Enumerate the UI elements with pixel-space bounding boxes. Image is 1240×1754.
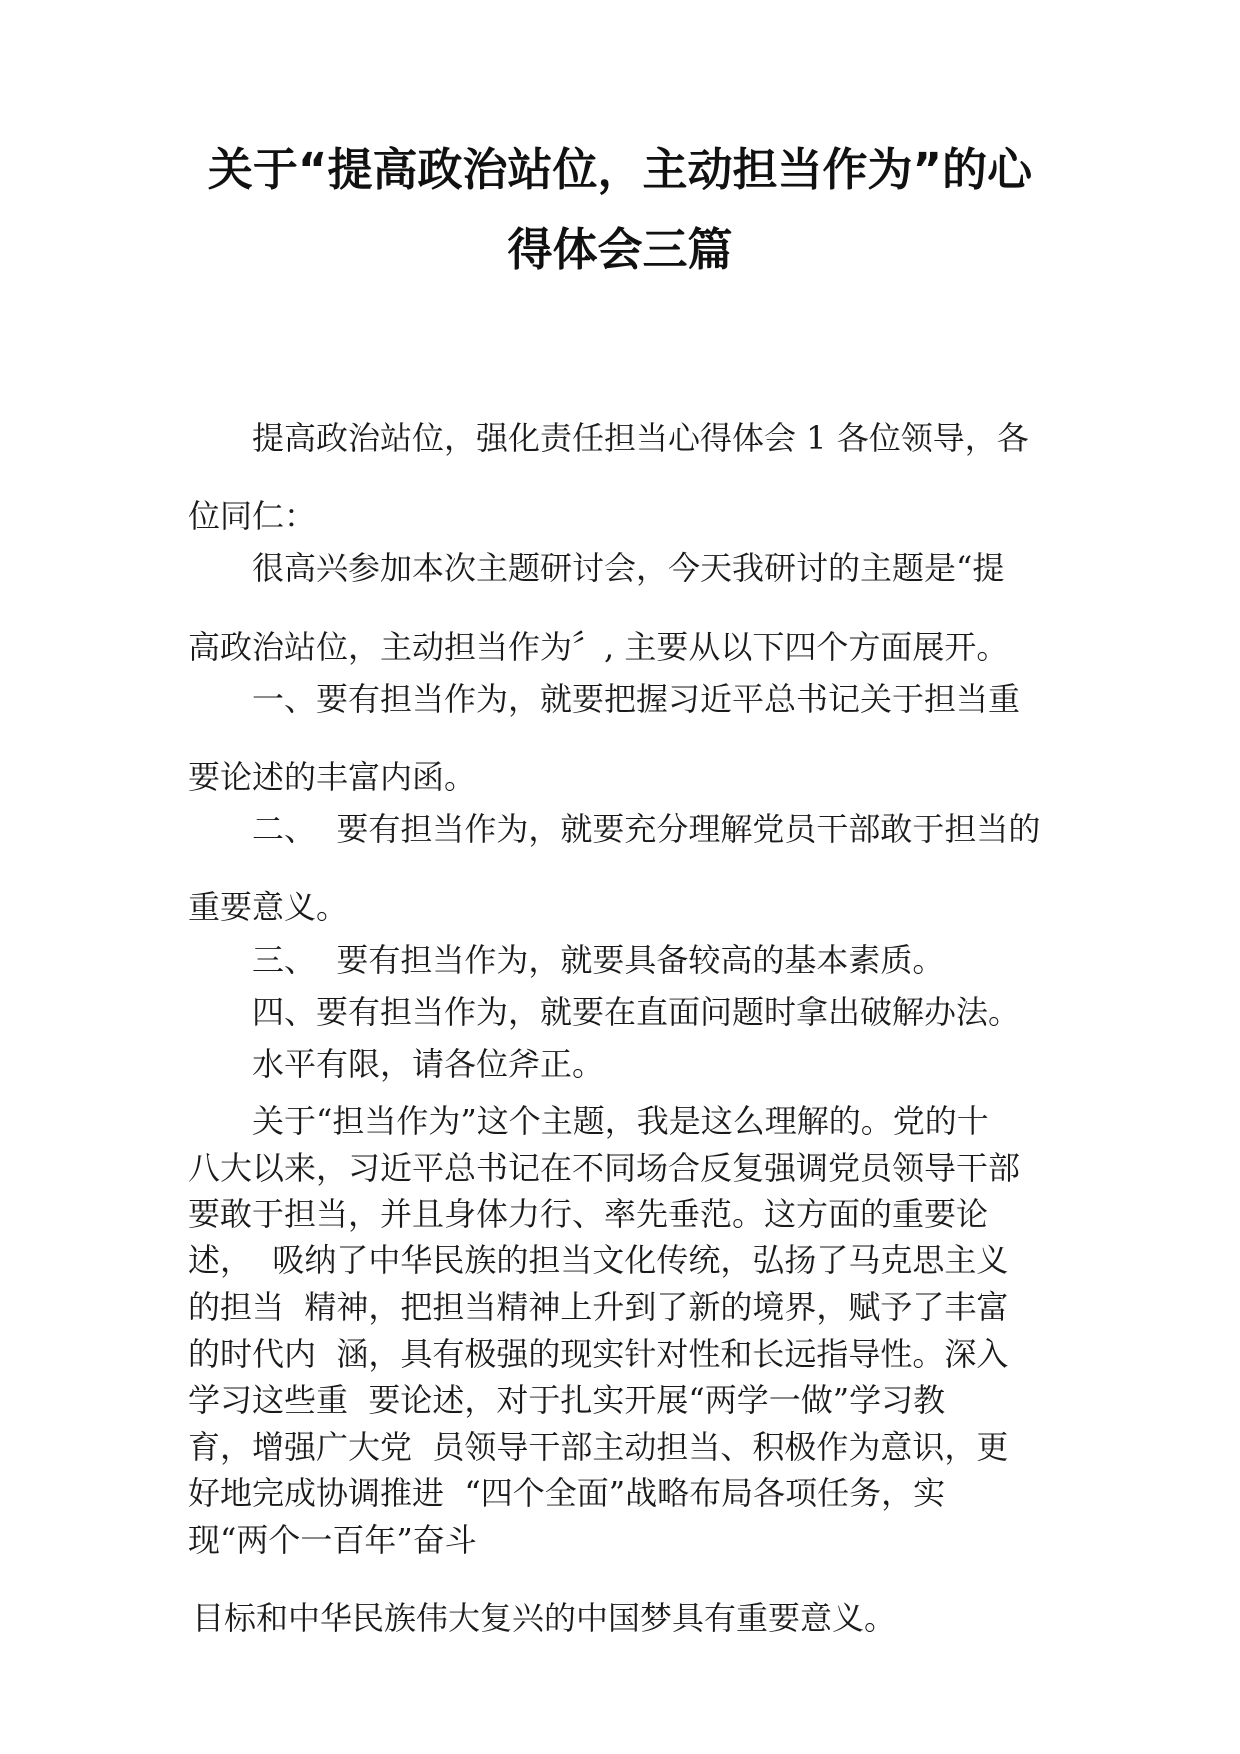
body-line: 很高兴参加本次主题研讨会，今天我研讨的主题是“提 [252,549,1005,587]
body-line: 提高政治站位，强化责任担当心得体会 1 各位领导，各 [252,419,1029,457]
body-line: 现“两个一百年”奋斗 [188,1521,477,1559]
body-line: 目标和中华民族伟大复兴的中国梦具有重要意义。 [192,1599,897,1637]
body-line: 学习这些重 要论述，对于扎实开展“两学一做”学习教 [188,1381,946,1419]
body-line: 的时代内 涵，具有极强的现实针对性和长远指导性。深入 [188,1335,1009,1373]
body-line: 好地完成协调推进 “四个全面”战略布局各项任务，实 [188,1474,946,1512]
body-line: 重要意义。 [188,888,349,926]
body-line: 的担当 精神，把担当精神上升到了新的境界，赋予了丰富 [188,1288,1009,1326]
body-line: 述， 吸纳了中华民族的担当文化传统，弘扬了马克思主义 [188,1241,1009,1279]
body-line: 位同仁： [188,497,317,535]
body-line: 育，增强广大党 员领导干部主动担当、积极作为意识，更 [188,1428,1009,1466]
body-line: 三、 要有担当作为，就要具备较高的基本素质。 [252,941,945,979]
body-line: 要敢于担当，并且身体力行、率先垂范。这方面的重要论 [188,1195,989,1233]
body-line: 八大以来，习近平总书记在不同场合反复强调党员领导干部 [188,1149,1021,1187]
document-title-line-2: 得体会三篇 [507,223,733,276]
body-line: 四、要有担当作为，就要在直面问题时拿出破解办法。 [252,993,1021,1031]
document-title-line-1: 关于“提高政治站位，主动担当作为”的心 [207,143,1033,196]
body-line: 一、要有担当作为，就要把握习近平总书记关于担当重 [252,680,1021,718]
body-line: 要论述的丰富内函。 [188,758,477,796]
body-line: 关于“担当作为”这个主题，我是这么理解的。党的十 [252,1102,989,1140]
body-line: 水平有限，请各位斧正。 [252,1045,605,1083]
body-line: 二、 要有担当作为，就要充分理解党员干部敢于担当的 [252,810,1041,848]
body-line: 高政治站位，主动担当作为〞, 主要从以下四个方面展开。 [188,628,1009,666]
